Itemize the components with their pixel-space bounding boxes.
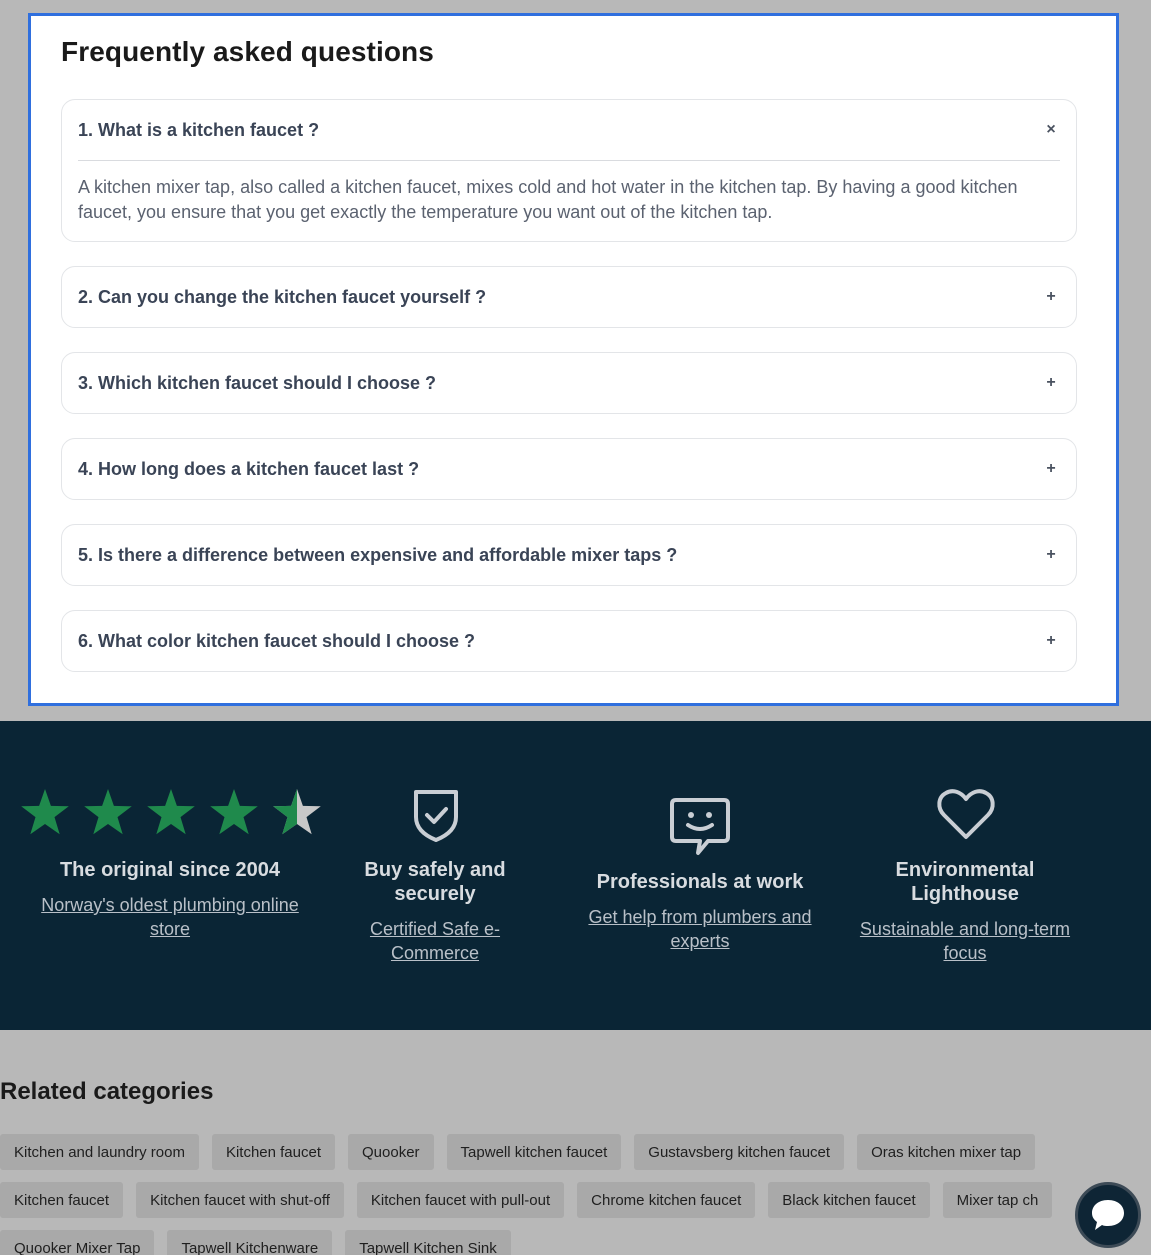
faq-question: 4. How long does a kitchen faucet last ? [78, 458, 420, 479]
faq-answer: A kitchen mixer tap, also called a kitchen faucet, mixes cold and hot water in the kitchen tap. By having a good kitchen faucet, you ensure that you get exactly the temperature you want out of the kitchen tap. [78, 177, 1018, 222]
category-chip[interactable]: Kitchen faucet with shut-off [136, 1182, 344, 1218]
chat-bubble-icon [1089, 1197, 1127, 1233]
faq-question: 3. Which kitchen faucet should I choose ? [78, 372, 437, 393]
faq-item-3 [61, 352, 1077, 414]
category-chip-row [0, 1230, 511, 1255]
trust-band [0, 721, 1151, 1030]
chat-button[interactable] [1075, 1182, 1141, 1248]
trust-title: Environmental Lighthouse [895, 859, 1035, 905]
category-chip[interactable]: Kitchen and laundry room [0, 1134, 199, 1170]
faq-item-6 [61, 610, 1077, 672]
chat-smile-icon [668, 795, 732, 859]
category-chip[interactable]: Quooker [348, 1134, 434, 1170]
trust-item-secure [340, 858, 530, 965]
trust-link[interactable]: Sustainable and long-term focus [859, 919, 1071, 963]
rating-star [21, 789, 69, 834]
trust-link[interactable]: Norway's oldest plumbing online store [41, 895, 299, 939]
shield-check-icon [410, 787, 462, 843]
trust-item-original [40, 858, 300, 941]
trust-item-environment [845, 858, 1085, 965]
category-chip[interactable]: Quooker Mixer Tap [0, 1230, 154, 1255]
faq-question: 1. What is a kitchen faucet ? [78, 119, 320, 140]
plus-icon[interactable]: + [1046, 288, 1056, 305]
trust-item-professionals [580, 870, 820, 953]
rating-star [84, 789, 132, 834]
category-chip[interactable]: Mixer tap ch [943, 1182, 1053, 1218]
plus-icon[interactable]: + [1046, 460, 1056, 477]
category-chip[interactable]: Tapwell kitchen faucet [447, 1134, 622, 1170]
category-chip[interactable]: Kitchen faucet [0, 1182, 123, 1218]
faq-question-row[interactable] [62, 267, 1076, 327]
category-chip[interactable]: Tapwell Kitchenware [167, 1230, 332, 1255]
heart-icon [936, 787, 996, 841]
category-chip[interactable]: Kitchen faucet [212, 1134, 335, 1170]
faq-question-row[interactable] [62, 439, 1076, 499]
category-chip[interactable]: Chrome kitchen faucet [577, 1182, 755, 1218]
plus-icon[interactable]: + [1046, 374, 1056, 391]
category-chip-row [0, 1182, 1052, 1218]
faq-item-2 [61, 266, 1077, 328]
faq-question: 5. Is there a difference between expensive and affordable mixer taps ? [78, 544, 678, 565]
faq-question-row[interactable] [62, 525, 1076, 585]
trust-title: Professionals at work [596, 871, 804, 893]
faq-question-row[interactable] [62, 100, 1076, 160]
category-chip[interactable]: Gustavsberg kitchen faucet [634, 1134, 844, 1170]
faq-item-1 [61, 99, 1077, 242]
faq-section [28, 13, 1119, 706]
trust-link[interactable]: Certified Safe e-Commerce [369, 919, 501, 963]
trust-title: The original since 2004 [59, 859, 281, 881]
close-icon[interactable]: × [1046, 121, 1056, 138]
related-categories-title: Related categories [0, 1078, 214, 1105]
rating-star [147, 789, 195, 834]
faq-item-5 [61, 524, 1077, 586]
faq-question-row[interactable] [62, 611, 1076, 671]
faq-question: 2. Can you change the kitchen faucet yourself ? [78, 286, 487, 307]
faq-question-row[interactable] [62, 353, 1076, 413]
plus-icon[interactable]: + [1046, 546, 1056, 563]
trust-link[interactable]: Get help from plumbers and experts [588, 907, 812, 951]
category-chip[interactable]: Oras kitchen mixer tap [857, 1134, 1035, 1170]
category-chip[interactable]: Kitchen faucet with pull-out [357, 1182, 564, 1218]
faq-title: Frequently asked questions [61, 36, 434, 67]
star-rating-icon [18, 787, 323, 839]
category-chip[interactable]: Black kitchen faucet [768, 1182, 929, 1218]
faq-question: 6. What color kitchen faucet should I choose ? [78, 630, 476, 651]
category-chip[interactable]: Tapwell Kitchen Sink [345, 1230, 511, 1255]
faq-item-4 [61, 438, 1077, 500]
faq-list [61, 99, 1077, 696]
plus-icon[interactable]: + [1046, 632, 1056, 649]
rating-star [210, 789, 258, 834]
category-chip-row [0, 1134, 1035, 1170]
trust-title: Buy safely and securely [364, 859, 506, 905]
